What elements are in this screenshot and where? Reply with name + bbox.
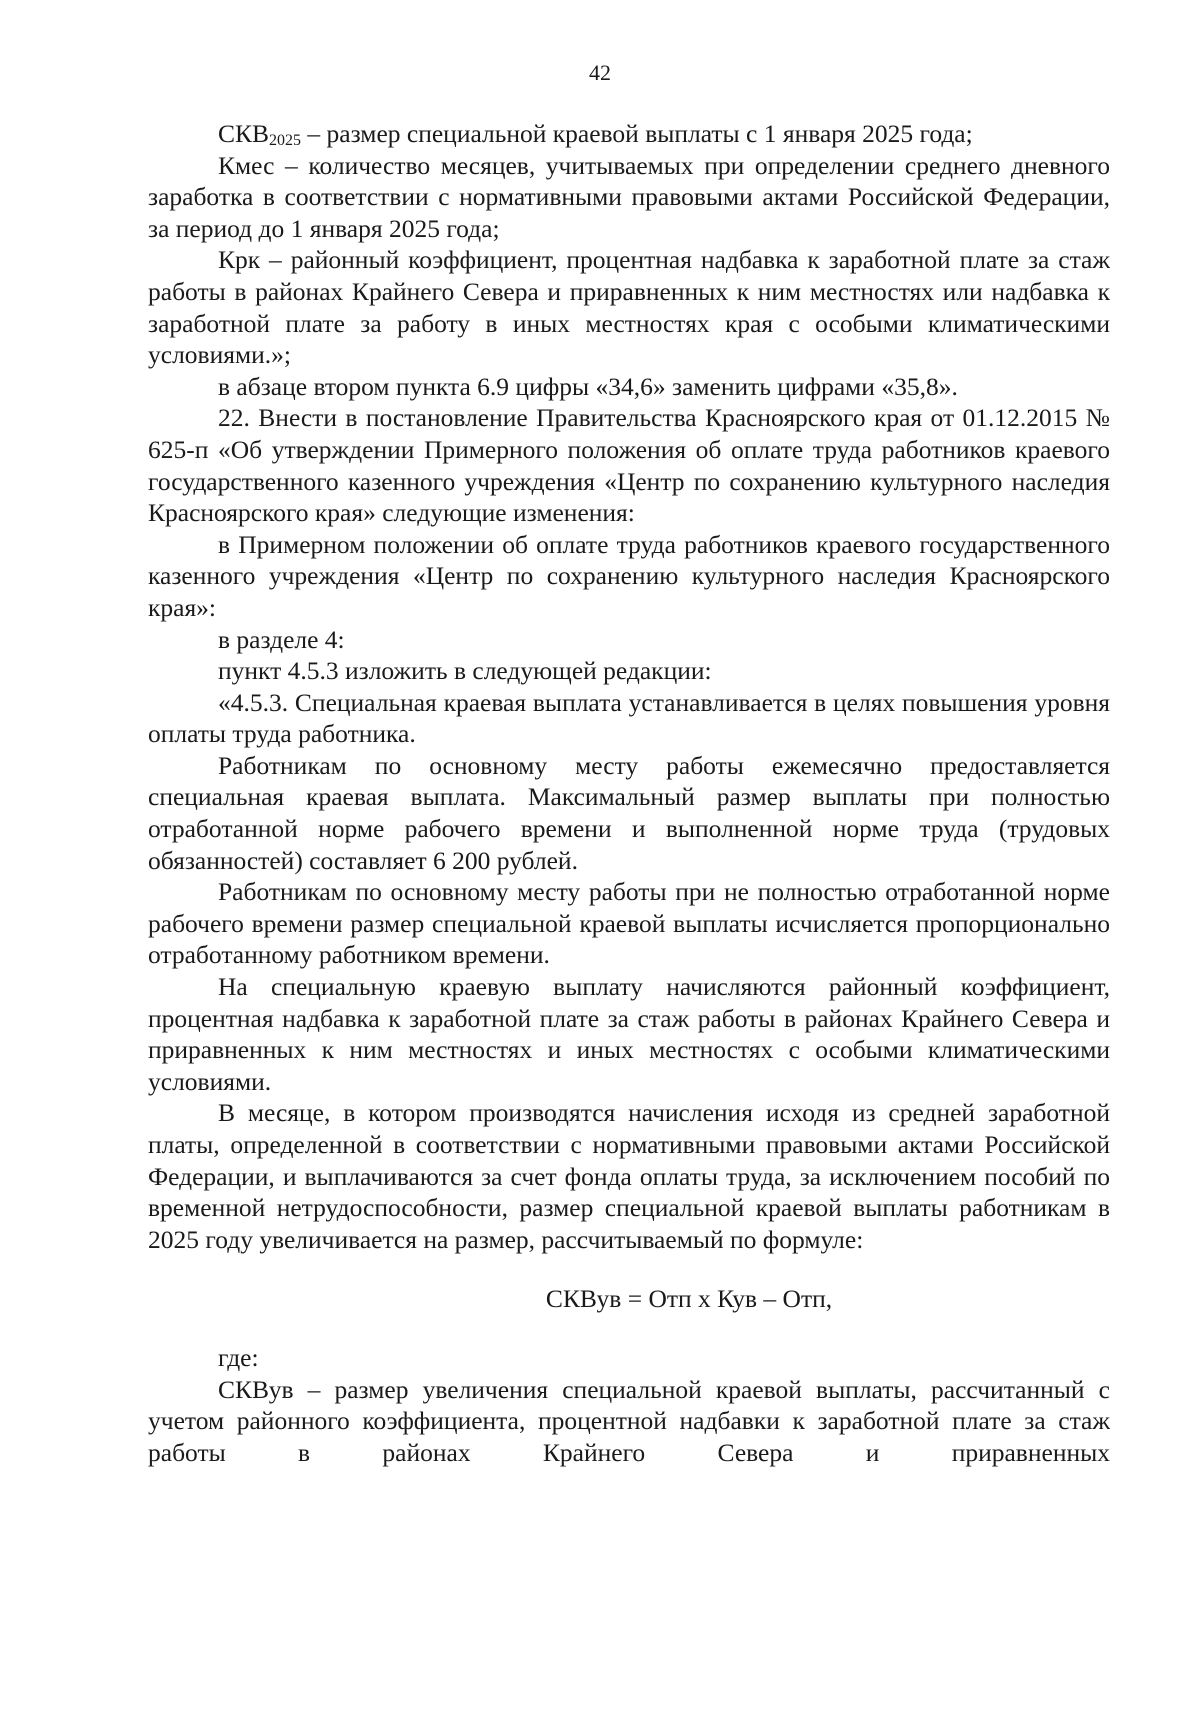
skv-symbol: СКВ [218,119,270,148]
document-body [148,118,1110,1468]
paragraph-clause-4-5-3: «4.5.3. Специальная краевая выплата устанавливается в целях повышения уровня оплаты труда работника. [148,687,1110,749]
paragraph-item-22: 22. Внести в постановление Правительства Красноярского края от 01.12.2015 № 625-п «Об утверждении Примерного положения об оплате труда работников краевого государственного казенного учреждения «Центр по сохранению культурного наследия Красноярского края» следующие изменения: [148,403,1110,528]
paragraph-where: где: [218,1342,259,1372]
paragraph-krk: Крк – районный коэффициент, процентная надбавка к заработной плате за стаж работы в районах Крайнего Севера и приравненных к ним местностях или надбавка к заработной плате за работу в иных местностях края с особыми климатическими условиями.»; [148,245,1110,370]
skv-definition: – размер специальной краевой выплаты с 1 января 2025 года; [301,119,973,148]
paragraph-clause-4-5-3-intro: пункт 4.5.3 изложить в следующей редакции: [218,656,712,686]
paragraph-regulation-intro: в Примерном положении об оплате труда работников краевого государственного казенного учреждения «Центр по сохранению культурного наследия Красноярского края»: [148,529,1110,622]
paragraph-coefficients: На специальную краевую выплату начисляются районный коэффициент, процентная надбавка к заработной плате за стаж работы в районах Крайнего Севера и приравненных к ним местностях и иных местностях с особыми климатическими условиями. [148,972,1110,1096]
skv-subscript: 2025 [269,132,302,149]
paragraph-proportional: Работникам по основному месту работы при не полностью отработанной норме рабочего времени размер специальной краевой выплаты исчисляется пропорционально отработанному работником времени. [148,877,1110,970]
paragraph-skv2025 [148,118,1110,150]
paragraph-monthly-payment: Работникам по основному месту работы ежемесячно предоставляется специальная краевая выплата. Максимальный размер выплаты при полностью отработанной норме рабочего времени и выполненной норме труда (трудовых обязанностей) составляет 6 200 рублей. [148,750,1110,875]
paragraph-section-4: в разделе 4: [218,624,345,654]
paragraph-kmes: Кмес – количество месяцев, учитываемых при определении среднего дневного заработка в соответствии с нормативными правовыми актами Российской Федерации, за период до 1 января 2025 года; [148,150,1110,243]
formula: СКВув = Отп х Кув – Отп, [545,1284,833,1314]
paragraph-increase: В месяце, в котором производятся начисления исходя из средней заработной платы, определенной в соответствии с нормативными правовыми актами Российской Федерации, и выплачиваются за счет фонда оплаты труда, за исключением пособий по временной нетрудоспособности, размер специальной краевой выплаты работникам в 2025 году увеличивается на размер, рассчитываемый по формуле: [148,1098,1110,1254]
paragraph-amendment-6-9: в абзаце втором пункта 6.9 цифры «34,6» заменить цифрами «35,8». [218,371,958,401]
paragraph-skvuv-definition: СКВув – размер увеличения специальной краевой выплаты, рассчитанный с учетом районного коэффициента, процентной надбавки к заработной плате за стаж работы в районах Крайнего Севера и приравненных [148,1374,1110,1467]
page-number: 42 [589,60,611,85]
